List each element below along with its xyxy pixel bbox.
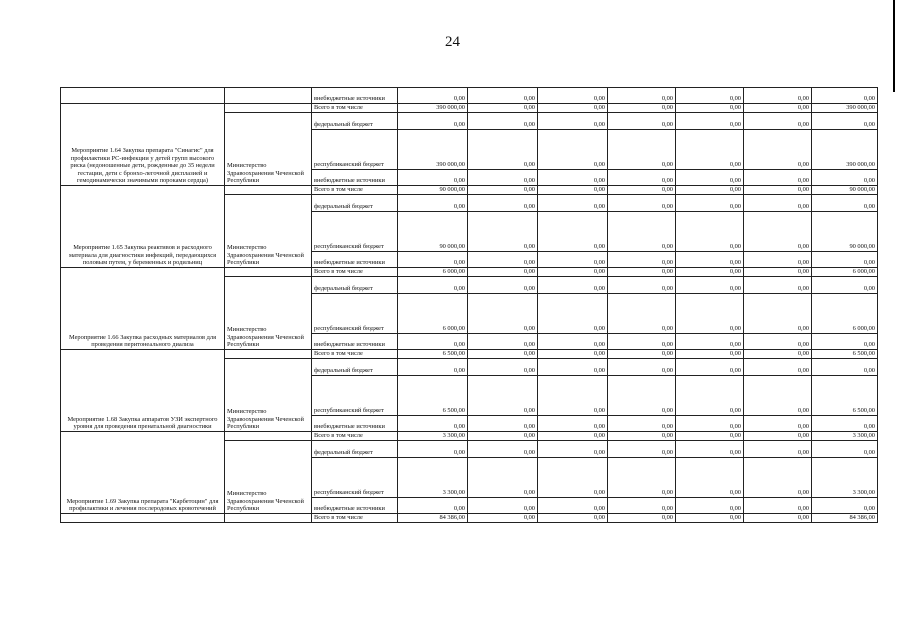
amount-cell: 6 000,00 bbox=[398, 294, 468, 334]
amount-cell: 0,00 bbox=[812, 441, 878, 458]
amount-cell: 0,00 bbox=[744, 376, 812, 416]
amount-cell: 0,00 bbox=[812, 359, 878, 376]
measure-title-cell: Мероприятие 1.64 Закупка препарата "Синагис" для профилактики РС-инфекции у детей групп высокого риска (недоношенные дети, рожденные до 35 недели гестации, дети с бронхо-легочной дисплазией и гемодинамически значимыми пороками сердца) bbox=[61, 104, 225, 186]
amount-cell: 0,00 bbox=[744, 277, 812, 294]
amount-cell: 0,00 bbox=[744, 359, 812, 376]
amount-cell: 0,00 bbox=[538, 498, 608, 514]
amount-cell: 0,00 bbox=[538, 334, 608, 350]
table-row bbox=[61, 88, 878, 104]
amount-cell: 0,00 bbox=[608, 350, 676, 359]
funding-source-cell: внебюджетные источники bbox=[312, 498, 398, 514]
amount-cell: 0,00 bbox=[608, 458, 676, 498]
amount-cell: 0,00 bbox=[676, 252, 744, 268]
amount-cell: 0,00 bbox=[538, 252, 608, 268]
amount-cell: 0,00 bbox=[744, 195, 812, 212]
funding-source-cell: внебюджетные источники bbox=[312, 252, 398, 268]
amount-cell: 0,00 bbox=[676, 376, 744, 416]
amount-cell: 0,00 bbox=[744, 130, 812, 170]
executor-cell: Министерство Здравоохранения Чеченской Республики bbox=[225, 113, 312, 186]
amount-cell: 0,00 bbox=[538, 88, 608, 104]
amount-cell: 0,00 bbox=[538, 416, 608, 432]
funding-source-cell: внебюджетные источники bbox=[312, 170, 398, 186]
amount-cell: 0,00 bbox=[468, 88, 538, 104]
measure-cell bbox=[61, 514, 225, 523]
executor-cell bbox=[225, 268, 312, 277]
amount-cell: 0,00 bbox=[538, 294, 608, 334]
amount-cell: 0,00 bbox=[608, 514, 676, 523]
amount-cell: 3 300,00 bbox=[398, 432, 468, 441]
amount-cell: 0,00 bbox=[812, 170, 878, 186]
amount-cell: 0,00 bbox=[744, 170, 812, 186]
funding-source-cell: внебюджетные источники bbox=[312, 88, 398, 104]
funding-source-cell: республиканский бюджет bbox=[312, 458, 398, 498]
funding-source-cell: республиканский бюджет bbox=[312, 212, 398, 252]
amount-cell: 0,00 bbox=[398, 334, 468, 350]
amount-cell: 0,00 bbox=[608, 376, 676, 416]
executor-cell bbox=[225, 88, 312, 104]
funding-source-cell: Всего в том числе bbox=[312, 186, 398, 195]
amount-cell: 0,00 bbox=[744, 104, 812, 113]
amount-cell: 90 000,00 bbox=[812, 186, 878, 195]
amount-cell: 0,00 bbox=[468, 212, 538, 252]
amount-cell: 0,00 bbox=[676, 498, 744, 514]
funding-source-cell: республиканский бюджет bbox=[312, 294, 398, 334]
amount-cell: 0,00 bbox=[538, 376, 608, 416]
amount-cell: 0,00 bbox=[538, 514, 608, 523]
funding-source-cell: Всего в том числе bbox=[312, 268, 398, 277]
amount-cell: 0,00 bbox=[608, 113, 676, 130]
executor-cell: Министерство Здравоохранения Чеченской Республики bbox=[225, 277, 312, 350]
amount-cell: 0,00 bbox=[608, 170, 676, 186]
amount-cell: 0,00 bbox=[676, 458, 744, 498]
amount-cell: 0,00 bbox=[468, 514, 538, 523]
amount-cell: 3 300,00 bbox=[812, 458, 878, 498]
amount-cell: 0,00 bbox=[538, 432, 608, 441]
amount-cell: 0,00 bbox=[398, 170, 468, 186]
amount-cell: 0,00 bbox=[398, 359, 468, 376]
amount-cell: 0,00 bbox=[468, 359, 538, 376]
amount-cell: 0,00 bbox=[812, 252, 878, 268]
amount-cell: 0,00 bbox=[538, 268, 608, 277]
amount-cell: 0,00 bbox=[398, 498, 468, 514]
amount-cell: 0,00 bbox=[608, 252, 676, 268]
amount-cell: 0,00 bbox=[676, 104, 744, 113]
amount-cell: 0,00 bbox=[744, 498, 812, 514]
amount-cell: 0,00 bbox=[468, 277, 538, 294]
amount-cell: 0,00 bbox=[538, 130, 608, 170]
amount-cell: 0,00 bbox=[744, 416, 812, 432]
table-row bbox=[61, 104, 878, 113]
amount-cell: 0,00 bbox=[468, 113, 538, 130]
amount-cell: 0,00 bbox=[398, 113, 468, 130]
amount-cell: 0,00 bbox=[676, 113, 744, 130]
amount-cell: 0,00 bbox=[608, 441, 676, 458]
margin-rule bbox=[893, 0, 895, 92]
amount-cell: 0,00 bbox=[608, 277, 676, 294]
amount-cell: 0,00 bbox=[608, 104, 676, 113]
amount-cell: 0,00 bbox=[538, 359, 608, 376]
amount-cell: 0,00 bbox=[398, 88, 468, 104]
amount-cell: 0,00 bbox=[468, 252, 538, 268]
amount-cell: 0,00 bbox=[398, 416, 468, 432]
amount-cell: 0,00 bbox=[538, 277, 608, 294]
page-number: 24 bbox=[445, 34, 460, 50]
amount-cell: 0,00 bbox=[676, 170, 744, 186]
amount-cell: 0,00 bbox=[468, 268, 538, 277]
funding-source-cell: Всего в том числе bbox=[312, 350, 398, 359]
amount-cell: 0,00 bbox=[538, 212, 608, 252]
amount-cell: 0,00 bbox=[812, 277, 878, 294]
amount-cell: 0,00 bbox=[744, 514, 812, 523]
funding-source-cell: внебюджетные источники bbox=[312, 416, 398, 432]
amount-cell: 0,00 bbox=[744, 268, 812, 277]
amount-cell: 0,00 bbox=[744, 212, 812, 252]
amount-cell: 0,00 bbox=[812, 498, 878, 514]
amount-cell: 0,00 bbox=[676, 294, 744, 334]
amount-cell: 0,00 bbox=[744, 441, 812, 458]
amount-cell: 0,00 bbox=[468, 416, 538, 432]
amount-cell: 0,00 bbox=[812, 195, 878, 212]
amount-cell: 0,00 bbox=[608, 498, 676, 514]
funding-source-cell: республиканский бюджет bbox=[312, 130, 398, 170]
amount-cell: 0,00 bbox=[468, 376, 538, 416]
amount-cell: 6 500,00 bbox=[398, 376, 468, 416]
amount-cell: 0,00 bbox=[468, 195, 538, 212]
measure-title-cell: Мероприятие 1.65 Закупка реактивов и расходного материала для диагностики инфекций, передающихся половым путем, у беременных и родильниц bbox=[61, 186, 225, 268]
table-row bbox=[61, 268, 878, 277]
measure-title-cell: Мероприятие 1.66 Закупка расходных материалов для проведения перитонеального диализа bbox=[61, 268, 225, 350]
amount-cell: 0,00 bbox=[744, 186, 812, 195]
amount-cell: 0,00 bbox=[608, 334, 676, 350]
amount-cell: 0,00 bbox=[538, 113, 608, 130]
executor-cell: Министерство Здравоохранения Чеченской Республики bbox=[225, 441, 312, 514]
amount-cell: 6 500,00 bbox=[812, 376, 878, 416]
amount-cell: 0,00 bbox=[468, 498, 538, 514]
amount-cell: 0,00 bbox=[676, 277, 744, 294]
funding-source-cell: внебюджетные источники bbox=[312, 334, 398, 350]
amount-cell: 0,00 bbox=[538, 170, 608, 186]
amount-cell: 0,00 bbox=[538, 441, 608, 458]
amount-cell: 0,00 bbox=[468, 350, 538, 359]
amount-cell: 6 500,00 bbox=[812, 350, 878, 359]
amount-cell: 0,00 bbox=[538, 458, 608, 498]
funding-source-cell: федеральный бюджет bbox=[312, 277, 398, 294]
table-row bbox=[61, 350, 878, 359]
executor-cell: Министерство Здравоохранения Чеченской Республики bbox=[225, 359, 312, 432]
table-row bbox=[61, 432, 878, 441]
funding-source-cell: федеральный бюджет bbox=[312, 195, 398, 212]
amount-cell: 0,00 bbox=[676, 514, 744, 523]
funding-source-cell: Всего в том числе bbox=[312, 104, 398, 113]
amount-cell: 0,00 bbox=[744, 350, 812, 359]
amount-cell: 3 300,00 bbox=[398, 458, 468, 498]
measure-title-cell: Мероприятие 1.68 Закупка аппаратов УЗИ экспертного уровня для проведения пренатальной диагностики bbox=[61, 350, 225, 432]
executor-cell bbox=[225, 350, 312, 359]
funding-source-cell: федеральный бюджет bbox=[312, 113, 398, 130]
amount-cell: 0,00 bbox=[608, 294, 676, 334]
amount-cell: 0,00 bbox=[468, 186, 538, 195]
table-row bbox=[61, 186, 878, 195]
amount-cell: 0,00 bbox=[468, 441, 538, 458]
amount-cell: 0,00 bbox=[608, 359, 676, 376]
funding-source-cell: Всего в том числе bbox=[312, 514, 398, 523]
amount-cell: 0,00 bbox=[812, 88, 878, 104]
funding-source-cell: федеральный бюджет bbox=[312, 441, 398, 458]
measure-cell bbox=[61, 88, 225, 104]
amount-cell: 0,00 bbox=[608, 130, 676, 170]
executor-cell bbox=[225, 432, 312, 441]
amount-cell: 6 000,00 bbox=[812, 268, 878, 277]
amount-cell: 0,00 bbox=[676, 441, 744, 458]
amount-cell: 0,00 bbox=[744, 88, 812, 104]
amount-cell: 0,00 bbox=[608, 195, 676, 212]
amount-cell: 390 000,00 bbox=[812, 130, 878, 170]
amount-cell: 90 000,00 bbox=[812, 212, 878, 252]
amount-cell: 0,00 bbox=[812, 334, 878, 350]
funding-source-cell: федеральный бюджет bbox=[312, 359, 398, 376]
executor-cell bbox=[225, 104, 312, 113]
amount-cell: 0,00 bbox=[608, 432, 676, 441]
amount-cell: 0,00 bbox=[468, 170, 538, 186]
amount-cell: 0,00 bbox=[398, 252, 468, 268]
amount-cell: 0,00 bbox=[468, 432, 538, 441]
amount-cell: 0,00 bbox=[398, 277, 468, 294]
amount-cell: 0,00 bbox=[538, 104, 608, 113]
amount-cell: 6 000,00 bbox=[812, 294, 878, 334]
amount-cell: 6 000,00 bbox=[398, 268, 468, 277]
amount-cell: 0,00 bbox=[608, 212, 676, 252]
amount-cell: 0,00 bbox=[812, 113, 878, 130]
amount-cell: 0,00 bbox=[608, 268, 676, 277]
amount-cell: 0,00 bbox=[676, 432, 744, 441]
amount-cell: 0,00 bbox=[676, 359, 744, 376]
amount-cell: 0,00 bbox=[744, 113, 812, 130]
amount-cell: 0,00 bbox=[468, 458, 538, 498]
amount-cell: 84 386,00 bbox=[398, 514, 468, 523]
table-row bbox=[61, 514, 878, 523]
amount-cell: 0,00 bbox=[608, 186, 676, 195]
amount-cell: 90 000,00 bbox=[398, 212, 468, 252]
amount-cell: 0,00 bbox=[608, 88, 676, 104]
amount-cell: 0,00 bbox=[676, 88, 744, 104]
amount-cell: 0,00 bbox=[468, 130, 538, 170]
amount-cell: 3 300,00 bbox=[812, 432, 878, 441]
amount-cell: 0,00 bbox=[538, 195, 608, 212]
amount-cell: 0,00 bbox=[812, 416, 878, 432]
amount-cell: 0,00 bbox=[676, 130, 744, 170]
executor-cell bbox=[225, 514, 312, 523]
amount-cell: 0,00 bbox=[538, 186, 608, 195]
amount-cell: 0,00 bbox=[744, 252, 812, 268]
executor-cell: Министерство Здравоохранения Чеченской Республики bbox=[225, 195, 312, 268]
executor-cell bbox=[225, 186, 312, 195]
amount-cell: 84 386,00 bbox=[812, 514, 878, 523]
budget-table bbox=[60, 87, 878, 523]
amount-cell: 0,00 bbox=[676, 195, 744, 212]
amount-cell: 0,00 bbox=[676, 268, 744, 277]
amount-cell: 0,00 bbox=[676, 350, 744, 359]
amount-cell: 0,00 bbox=[538, 350, 608, 359]
amount-cell: 6 500,00 bbox=[398, 350, 468, 359]
amount-cell: 0,00 bbox=[744, 294, 812, 334]
funding-source-cell: Всего в том числе bbox=[312, 432, 398, 441]
measure-title-cell: Мероприятие 1.69 Закупка препарата "Карбетоцин" для профилактики и лечения послеродовых кровотечений bbox=[61, 432, 225, 514]
amount-cell: 0,00 bbox=[468, 334, 538, 350]
amount-cell: 0,00 bbox=[676, 334, 744, 350]
amount-cell: 0,00 bbox=[608, 416, 676, 432]
funding-source-cell: республиканский бюджет bbox=[312, 376, 398, 416]
amount-cell: 390 000,00 bbox=[398, 130, 468, 170]
amount-cell: 0,00 bbox=[744, 432, 812, 441]
amount-cell: 0,00 bbox=[398, 441, 468, 458]
amount-cell: 0,00 bbox=[676, 416, 744, 432]
amount-cell: 390 000,00 bbox=[812, 104, 878, 113]
amount-cell: 0,00 bbox=[676, 186, 744, 195]
amount-cell: 0,00 bbox=[468, 104, 538, 113]
amount-cell: 0,00 bbox=[744, 334, 812, 350]
amount-cell: 0,00 bbox=[468, 294, 538, 334]
amount-cell: 0,00 bbox=[744, 458, 812, 498]
amount-cell: 90 000,00 bbox=[398, 186, 468, 195]
amount-cell: 390 000,00 bbox=[398, 104, 468, 113]
amount-cell: 0,00 bbox=[398, 195, 468, 212]
amount-cell: 0,00 bbox=[676, 212, 744, 252]
